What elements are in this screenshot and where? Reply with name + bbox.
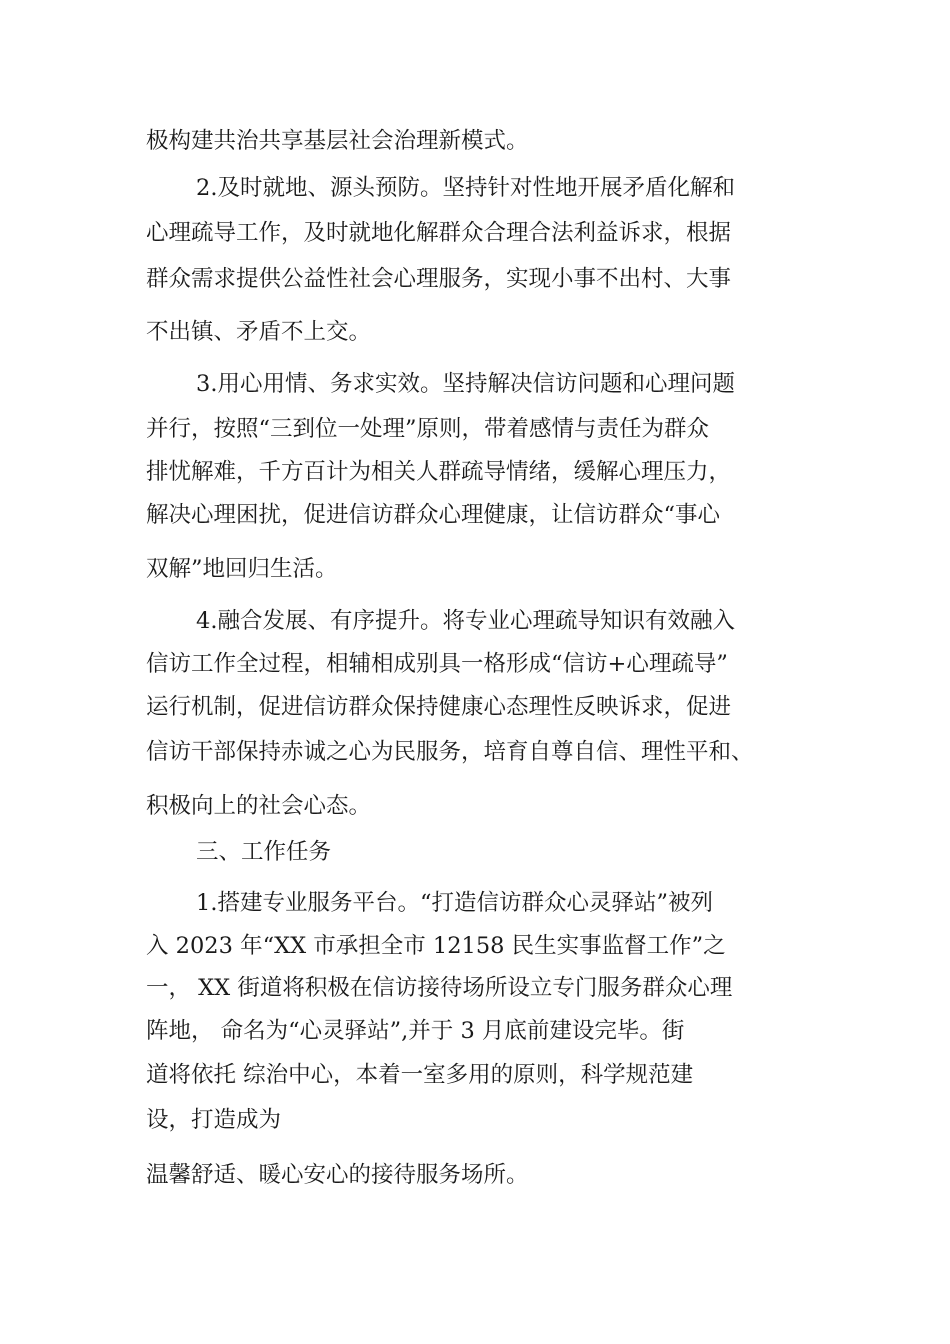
text-line: 信访干部保持赤诚之心为民服务，培育自尊自信、理性平和、 [146, 739, 754, 765]
text-line: 阵地， 命名为“心灵驿站”,并于 3 月底前建设完毕。街 [146, 1018, 685, 1044]
text-line: 排忧解难，千方百计为相关人群疏导情绪，缓解心理压力， [146, 459, 732, 485]
text-line: 入 2023 年“XX 市承担全市 12158 民生实事监督工作”之 [146, 933, 726, 959]
text-line: 群众需求提供公益性社会心理服务，实现小事不出村、大事 [146, 266, 732, 292]
list-item-2: 2.及时就地、源头预防。坚持针对性地开展矛盾化解和 [196, 175, 735, 201]
text-line: 运行机制，促进信访群众保持健康心态理性反映诉求，促进 [146, 694, 732, 720]
text-line: 极构建共治共享基层社会治理新模式。 [146, 128, 529, 154]
text-line: 信访工作全过程，相辅相成别具一格形成“信访+心理疏导” [146, 651, 728, 677]
list-item-3: 3.用心用情、务求实效。坚持解决信访问题和心理问题 [196, 371, 735, 397]
text-line: 解决心理困扰，促进信访群众心理健康，让信访群众“事心 [146, 502, 721, 528]
text-line: 设，打造成为 [146, 1107, 282, 1133]
text-line: 道将依托 综治中心，本着一室多用的原则，科学规范建 [146, 1062, 694, 1088]
section-heading: 三、工作任务 [196, 839, 332, 865]
text-line: 心理疏导工作，及时就地化解群众合理合法利益诉求，根据 [146, 220, 732, 246]
text-line: 一， XX 街道将积极在信访接待场所设立专门服务群众心理 [146, 975, 733, 1001]
list-item-1: 1.搭建专业服务平台。“打造信访群众心灵驿站”被列 [196, 890, 713, 916]
text-line: 积极向上的社会心态。 [146, 793, 372, 819]
text-line: 温馨舒适、暖心安心的接待服务场所。 [146, 1162, 529, 1188]
text-line: 不出镇、矛盾不上交。 [146, 319, 372, 345]
text-line: 并行，按照“三到位一处理”原则，带着感情与责任为群众 [146, 416, 710, 442]
list-item-4: 4.融合发展、有序提升。将专业心理疏导知识有效融入 [196, 608, 735, 634]
text-line: 双解”地回归生活。 [146, 556, 338, 582]
